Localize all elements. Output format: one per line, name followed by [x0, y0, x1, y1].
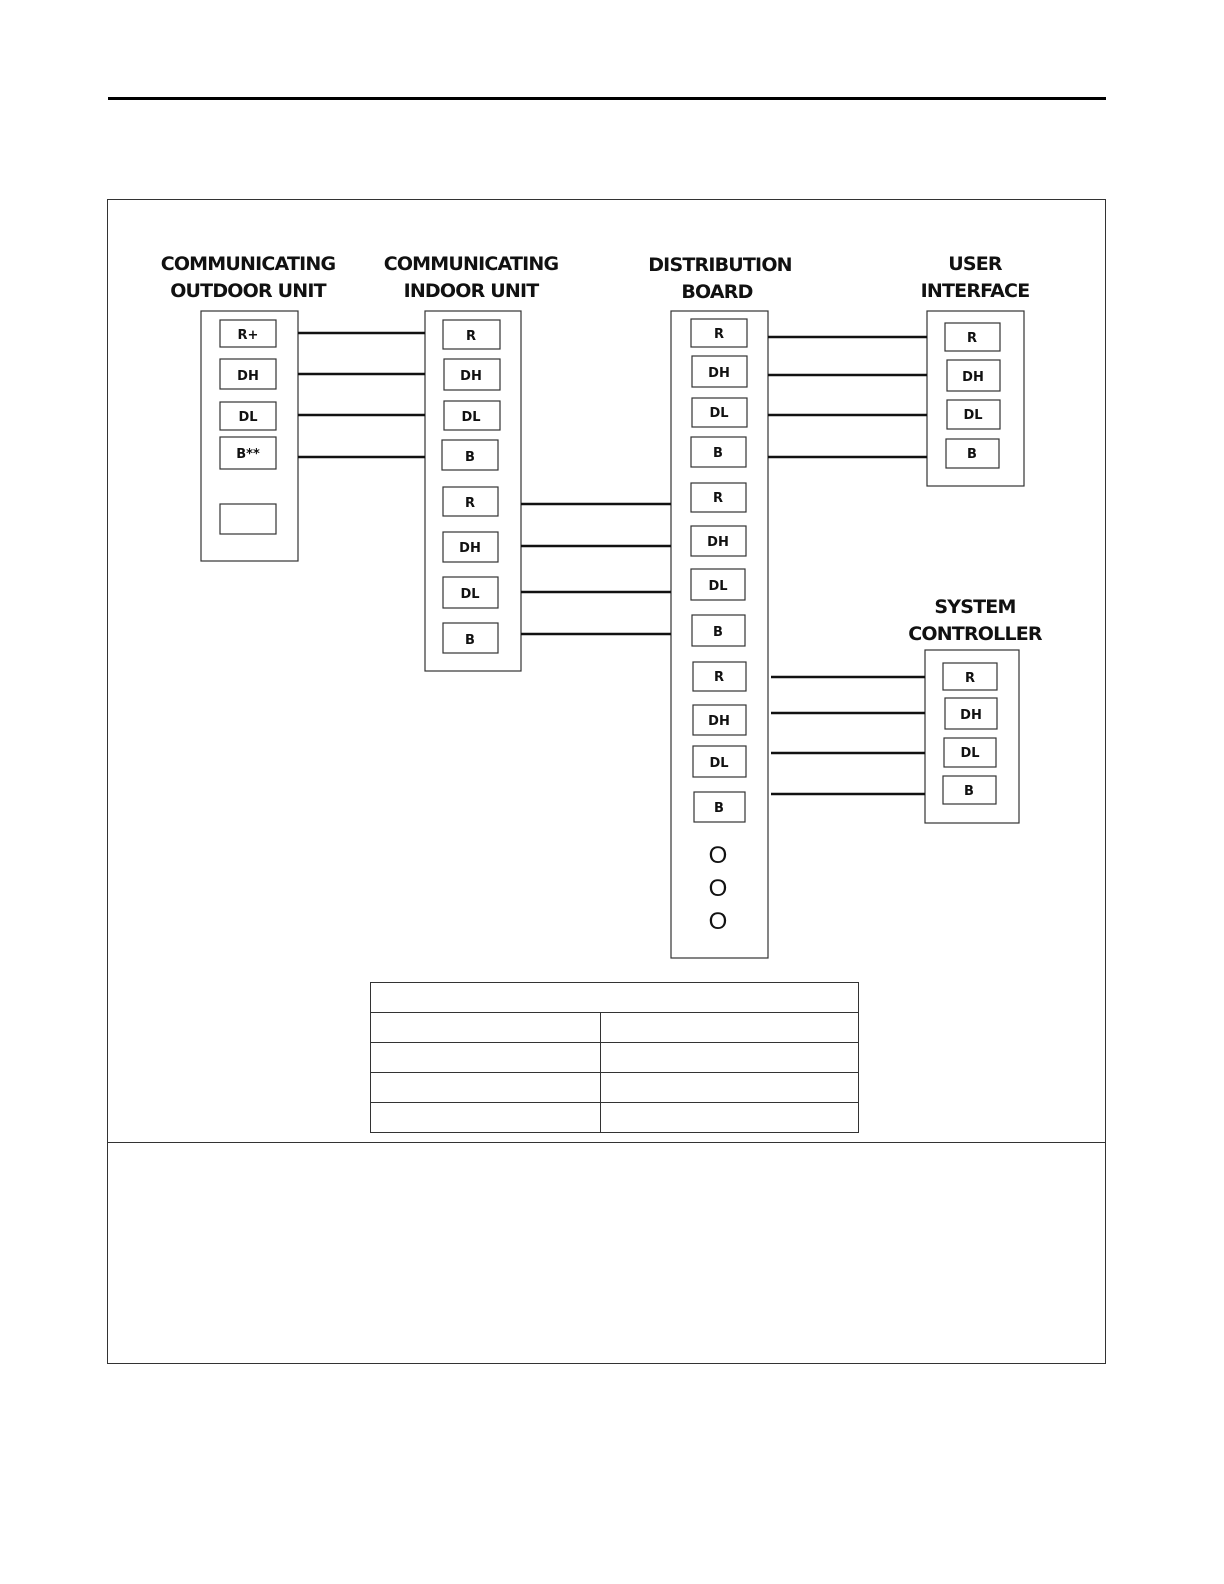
- user-interface-title-line1: USER: [948, 253, 1002, 275]
- outdoor-unit-title-line2: OUTDOOR UNIT: [170, 280, 326, 302]
- distribution-terminal-label: DL: [709, 406, 729, 421]
- indoor-terminal-label: DH: [459, 541, 481, 556]
- outdoor-terminal-label: DH: [237, 369, 259, 384]
- outdoor-terminal-label: B**: [236, 447, 260, 462]
- legend-table-row: [371, 1013, 859, 1043]
- indoor-unit-title-line2: INDOOR UNIT: [403, 280, 539, 302]
- distribution-terminal-label: DH: [707, 535, 729, 550]
- indoor-unit-title-line1: COMMUNICATING: [383, 253, 559, 275]
- legend-table-cell: [371, 1043, 601, 1073]
- legend-table-cell: [601, 1013, 859, 1043]
- distribution-port-marker: O: [708, 908, 728, 935]
- user-interface-title-line2: INTERFACE: [920, 280, 1030, 302]
- indoor-terminal-label: R: [465, 329, 477, 344]
- distribution-terminal-label: DL: [708, 579, 728, 594]
- user-interface-terminal-label: R: [966, 331, 978, 346]
- distribution-terminal-label: B: [713, 625, 723, 640]
- system-controller-terminal-label: B: [964, 784, 974, 799]
- indoor-terminal-label: DH: [460, 369, 482, 384]
- distribution-terminal-label: R: [712, 491, 724, 506]
- distribution-board-title-line1: DISTRIBUTION: [648, 254, 792, 276]
- indoor-terminal-label: B: [465, 450, 475, 465]
- distribution-terminal-label: DH: [708, 366, 730, 381]
- distribution-terminal-label: B: [713, 446, 723, 461]
- user-interface-terminal-label: DH: [962, 370, 984, 385]
- system-controller-title-line1: SYSTEM: [934, 596, 1016, 618]
- system-controller-terminal-label: DH: [960, 708, 982, 723]
- legend-table-header: [371, 983, 859, 1013]
- distribution-port-marker: O: [708, 842, 728, 869]
- distribution-terminal-label: R: [713, 327, 725, 342]
- outdoor-terminal-label: DL: [238, 410, 258, 425]
- indoor-terminal-label: B: [465, 633, 475, 648]
- distribution-port-marker: O: [708, 875, 728, 902]
- system-controller-terminal-label: DL: [960, 746, 980, 761]
- indoor-terminal-label: DL: [461, 410, 481, 425]
- outdoor-terminal-label: R+: [237, 328, 259, 343]
- outdoor-unit-title-line1: COMMUNICATING: [160, 253, 336, 275]
- distribution-terminal-label: R: [713, 670, 725, 685]
- legend-table-header-row: [371, 983, 859, 1013]
- indoor-terminal-label: R: [464, 496, 476, 511]
- system-controller-title-line2: CONTROLLER: [908, 623, 1042, 645]
- distribution-terminal-label: B: [714, 801, 724, 816]
- indoor-terminal-label: DL: [460, 587, 480, 602]
- legend-table-cell: [371, 1073, 601, 1103]
- distribution-terminal-label: DL: [709, 756, 729, 771]
- legend-table-cell: [601, 1103, 859, 1133]
- legend-table-cell: [371, 1013, 601, 1043]
- legend-table-cell: [601, 1043, 859, 1073]
- system-controller-terminal-label: R: [964, 671, 976, 686]
- outdoor-terminal-box: [220, 504, 276, 534]
- distribution-board-title-line2: BOARD: [681, 281, 753, 303]
- legend-table-row: [371, 1103, 859, 1133]
- wiring-legend-table: [370, 982, 859, 1133]
- legend-table-cell: [371, 1103, 601, 1133]
- user-interface-terminal-label: B: [967, 447, 977, 462]
- legend-table-cell: [601, 1073, 859, 1103]
- legend-table-row: [371, 1073, 859, 1103]
- distribution-terminal-label: DH: [708, 714, 730, 729]
- legend-table-row: [371, 1043, 859, 1073]
- user-interface-terminal-label: DL: [963, 408, 983, 423]
